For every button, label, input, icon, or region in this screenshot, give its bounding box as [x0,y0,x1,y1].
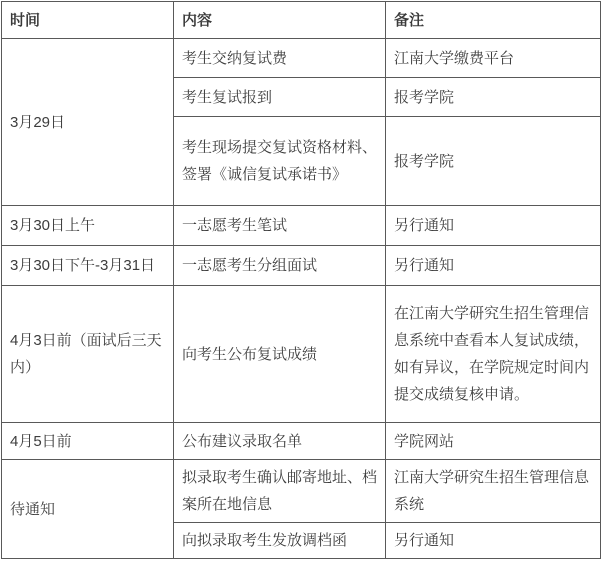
content-cell: 向考生公布复试成绩 [174,286,386,423]
content-cell: 公布建议录取名单 [174,423,386,460]
remark-cell: 在江南大学研究生招生管理信息系统中查看本人复试成绩，如有异议，在学院规定时间内提交成绩复核申请。 [386,286,601,423]
remark-cell: 另行通知 [386,523,601,559]
remark-cell: 报考学院 [386,117,601,206]
time-cell: 待通知 [2,460,174,559]
header-time: 时间 [2,2,174,39]
time-cell: 3月30日上午 [2,206,174,246]
table-row [2,460,601,523]
content-cell: 考生复试报到 [174,78,386,117]
remark-cell: 学院网站 [386,423,601,460]
header-content: 内容 [174,2,386,39]
time-cell: 4月3日前（面试后三天内） [2,286,174,423]
time-cell: 3月29日 [2,39,174,206]
remark-cell: 报考学院 [386,78,601,117]
content-cell: 一志愿考生笔试 [174,206,386,246]
table-row [2,423,601,460]
content-cell: 考生交纳复试费 [174,39,386,78]
content-cell: 一志愿考生分组面试 [174,246,386,286]
header-row [2,2,601,39]
remark-cell: 另行通知 [386,246,601,286]
content-cell: 拟录取考生确认邮寄地址、档案所在地信息 [174,460,386,523]
table-row [2,206,601,246]
header-remark: 备注 [386,2,601,39]
table-row [2,39,601,78]
remark-cell: 江南大学缴费平台 [386,39,601,78]
content-cell: 向拟录取考生发放调档函 [174,523,386,559]
remark-cell: 江南大学研究生招生管理信息系统 [386,460,601,523]
table-row [2,246,601,286]
time-cell: 4月5日前 [2,423,174,460]
schedule-table [1,1,601,559]
content-cell: 考生现场提交复试资格材料、签署《诚信复试承诺书》 [174,117,386,206]
table-row [2,286,601,423]
time-cell: 3月30日下午-3月31日 [2,246,174,286]
remark-cell: 另行通知 [386,206,601,246]
